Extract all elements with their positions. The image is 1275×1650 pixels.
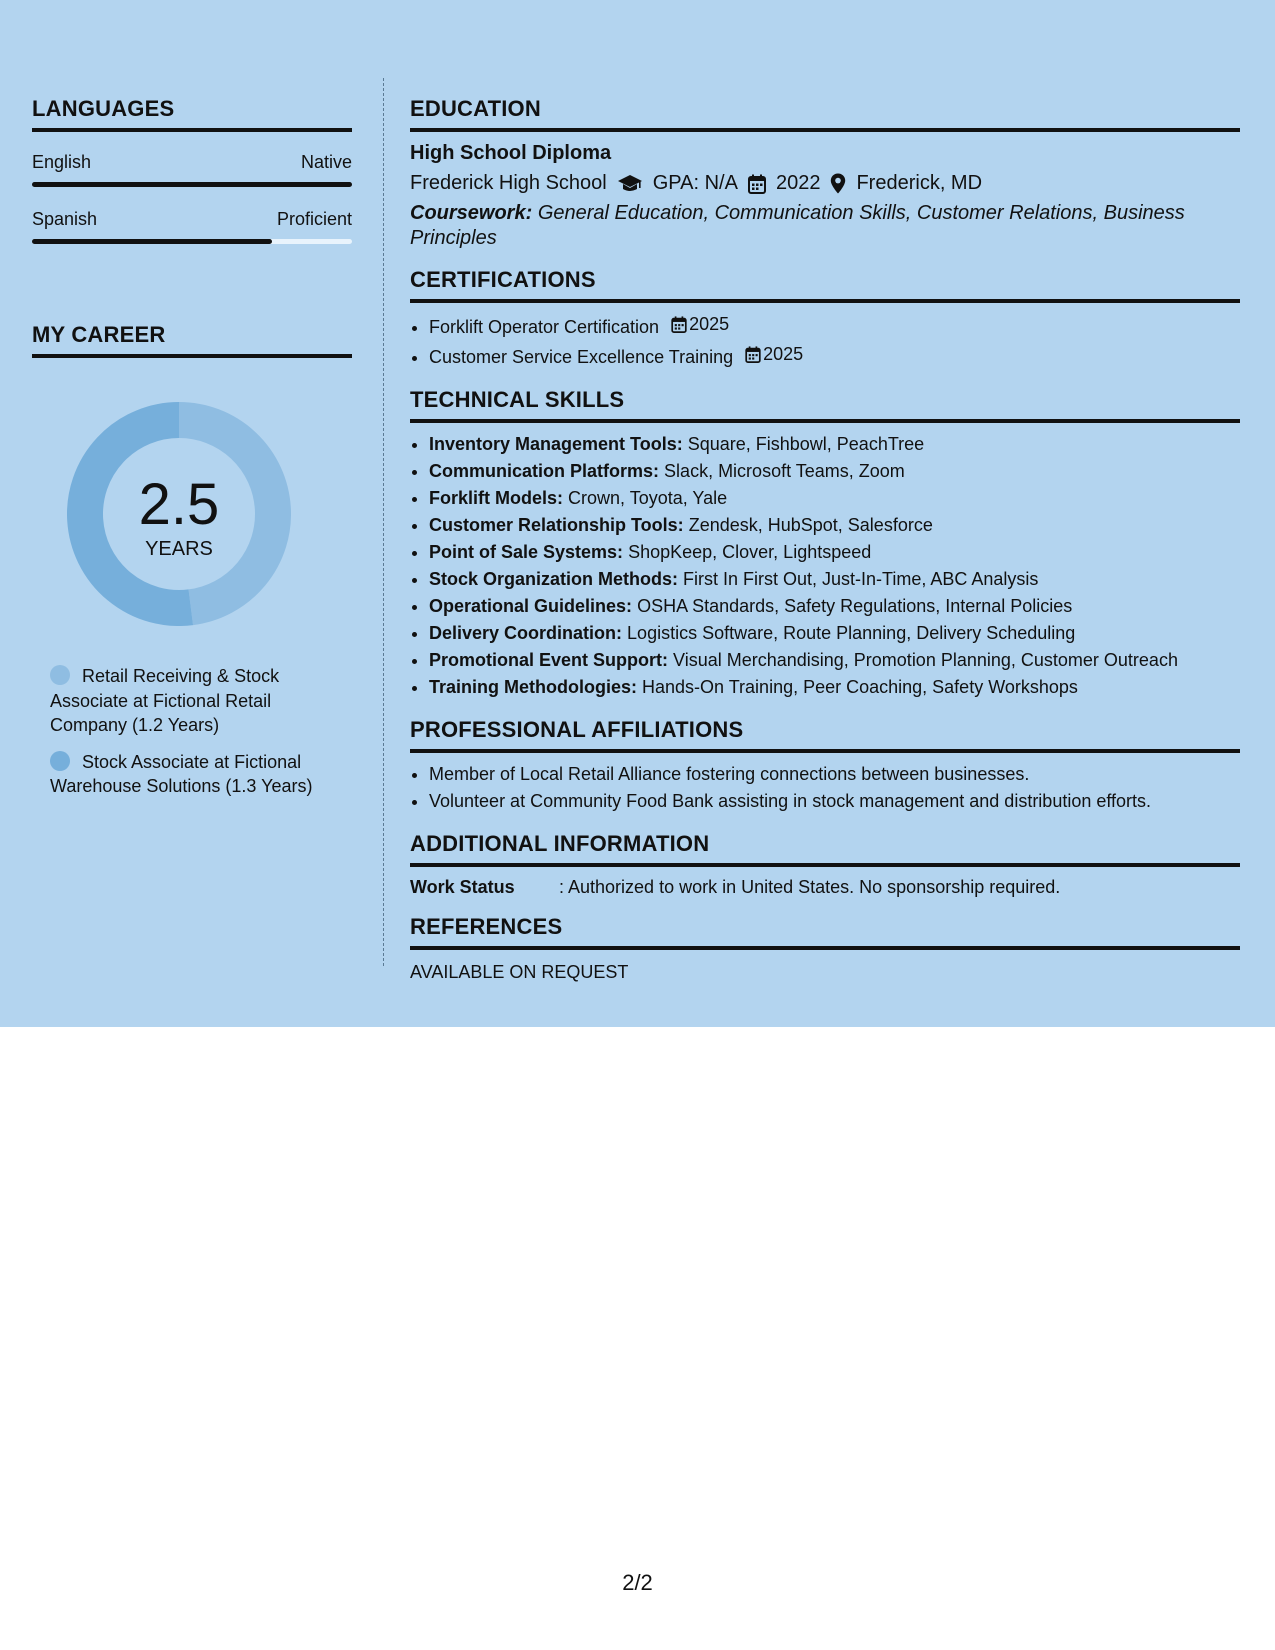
graduation-cap-icon xyxy=(617,174,643,194)
certification-item xyxy=(429,341,1240,371)
work-status-row xyxy=(410,877,1240,898)
affiliations-list xyxy=(410,761,1240,815)
skills-heading: TECHNICAL SKILLS xyxy=(410,387,1240,423)
legend-dot-icon xyxy=(50,665,70,685)
skill-item xyxy=(429,620,1240,647)
language-spanish xyxy=(32,209,352,244)
left-column xyxy=(32,96,352,811)
skill-item xyxy=(429,566,1240,593)
career-donut-chart xyxy=(67,402,291,626)
certifications-section xyxy=(410,267,1240,371)
skill-category: Communication Platforms: xyxy=(429,461,660,481)
language-name: English xyxy=(32,152,92,172)
certifications-list xyxy=(410,311,1240,371)
skill-values: Crown, Toyota, Yale xyxy=(568,488,728,508)
calendar-icon xyxy=(745,346,763,363)
skill-values: ShopKeep, Clover, Lightspeed xyxy=(628,542,872,562)
skill-values: First In First Out, Just-In-Time, ABC Analysis xyxy=(683,569,1039,589)
affiliations-heading: PROFESSIONAL AFFILIATIONS xyxy=(410,717,1240,753)
education-location: Frederick, MD xyxy=(856,172,983,194)
languages-heading: LANGUAGES xyxy=(32,96,352,132)
calendar-icon xyxy=(671,316,689,333)
skill-category: Inventory Management Tools: xyxy=(429,434,683,454)
donut-center-label xyxy=(67,402,291,626)
skill-category: Stock Organization Methods: xyxy=(429,569,679,589)
language-name: Spanish xyxy=(32,209,98,229)
skill-item xyxy=(429,512,1240,539)
career-heading: MY CAREER xyxy=(32,322,352,358)
column-divider xyxy=(383,78,384,966)
affiliation-item: • Member of Local Retail Alliance fostering connections between businesses. xyxy=(429,761,1240,788)
legend-label: Stock Associate at Fictional Warehouse Solutions (1.3 Years) xyxy=(50,751,313,796)
skill-category: Point of Sale Systems: xyxy=(429,542,624,562)
career-years-unit: YEARS xyxy=(145,538,213,560)
skill-item xyxy=(429,647,1240,674)
calendar-icon xyxy=(748,174,766,194)
certification-year: 2025 xyxy=(763,344,804,364)
skill-values: Zendesk, HubSpot, Salesforce xyxy=(688,515,933,535)
language-level: Proficient xyxy=(276,209,352,229)
skill-item xyxy=(429,458,1240,485)
skill-item xyxy=(429,431,1240,458)
additional-info-heading: ADDITIONAL INFORMATION xyxy=(410,831,1240,867)
skill-category: Training Methodologies: xyxy=(429,677,637,697)
additional-info-section xyxy=(410,831,1240,898)
language-level: Native xyxy=(300,152,352,172)
skill-item xyxy=(429,674,1240,701)
legend-item xyxy=(50,664,340,738)
skill-category: Operational Guidelines: xyxy=(429,596,633,616)
page-number: 2/2 xyxy=(622,1570,653,1595)
work-status-label: Work Status xyxy=(410,877,515,897)
skill-values: Slack, Microsoft Teams, Zoom xyxy=(664,461,905,481)
affiliation-item: • Volunteer at Community Food Bank assisting in stock management and distribution efforts. xyxy=(429,788,1240,815)
education-heading: EDUCATION xyxy=(410,96,1240,132)
skill-category: Delivery Coordination: xyxy=(429,623,623,643)
coursework-text: General Education, Communication Skills, Customer Relations, Business Principles xyxy=(410,202,1185,249)
skill-values: Logistics Software, Route Planning, Delivery Scheduling xyxy=(627,623,1076,643)
certification-date xyxy=(671,311,729,338)
legend-dot-icon xyxy=(50,751,70,771)
certification-item xyxy=(429,311,1240,341)
skill-values: OSHA Standards, Safety Regulations, Internal Policies xyxy=(637,596,1073,616)
skills-section xyxy=(410,387,1240,701)
skill-category: Customer Relationship Tools: xyxy=(429,515,684,535)
coursework-label: Coursework: xyxy=(410,202,533,224)
certification-name: Forklift Operator Certification xyxy=(429,317,660,337)
education-meta xyxy=(410,172,1240,195)
education-coursework xyxy=(410,201,1240,251)
skill-category: Forklift Models: xyxy=(429,488,563,508)
certifications-heading: CERTIFICATIONS xyxy=(410,267,1240,303)
education-gpa: GPA: N/A xyxy=(652,172,738,194)
certification-name: Customer Service Excellence Training xyxy=(429,347,734,367)
certification-date xyxy=(745,341,803,368)
skill-values: Visual Merchandising, Promotion Planning, Customer Outreach xyxy=(673,650,1178,670)
skills-list xyxy=(410,431,1240,701)
skill-category: Promotional Event Support: xyxy=(429,650,669,670)
language-proficiency-bar xyxy=(32,182,352,187)
education-section xyxy=(410,96,1240,251)
skill-item xyxy=(429,539,1240,566)
map-pin-icon xyxy=(830,173,846,194)
career-total-years: 2.5 xyxy=(138,472,220,537)
skill-item xyxy=(429,593,1240,620)
affiliations-section xyxy=(410,717,1240,815)
references-heading: REFERENCES xyxy=(410,914,1240,950)
references-text: AVAILABLE ON REQUEST xyxy=(410,962,629,982)
language-english xyxy=(32,152,352,187)
certification-year: 2025 xyxy=(689,314,730,334)
legend-item xyxy=(50,750,340,799)
work-status-value: : Authorized to work in United States. No sponsorship required. xyxy=(559,877,1061,897)
skill-values: Hands-On Training, Peer Coaching, Safety Workshops xyxy=(642,677,1078,697)
language-proficiency-bar xyxy=(32,239,352,244)
education-school: Frederick High School xyxy=(410,172,607,194)
legend-label: Retail Receiving & Stock Associate at Fictional Retail Company (1.2 Years) xyxy=(50,666,280,735)
language-proficiency-fill xyxy=(32,239,272,244)
skill-item xyxy=(429,485,1240,512)
career-legend xyxy=(50,664,340,799)
education-year: 2022 xyxy=(775,172,821,194)
references-section xyxy=(410,914,1240,983)
education-degree: High School Diploma xyxy=(410,142,612,164)
skill-values: Square, Fishbowl, PeachTree xyxy=(687,434,925,454)
right-column xyxy=(410,96,1240,999)
